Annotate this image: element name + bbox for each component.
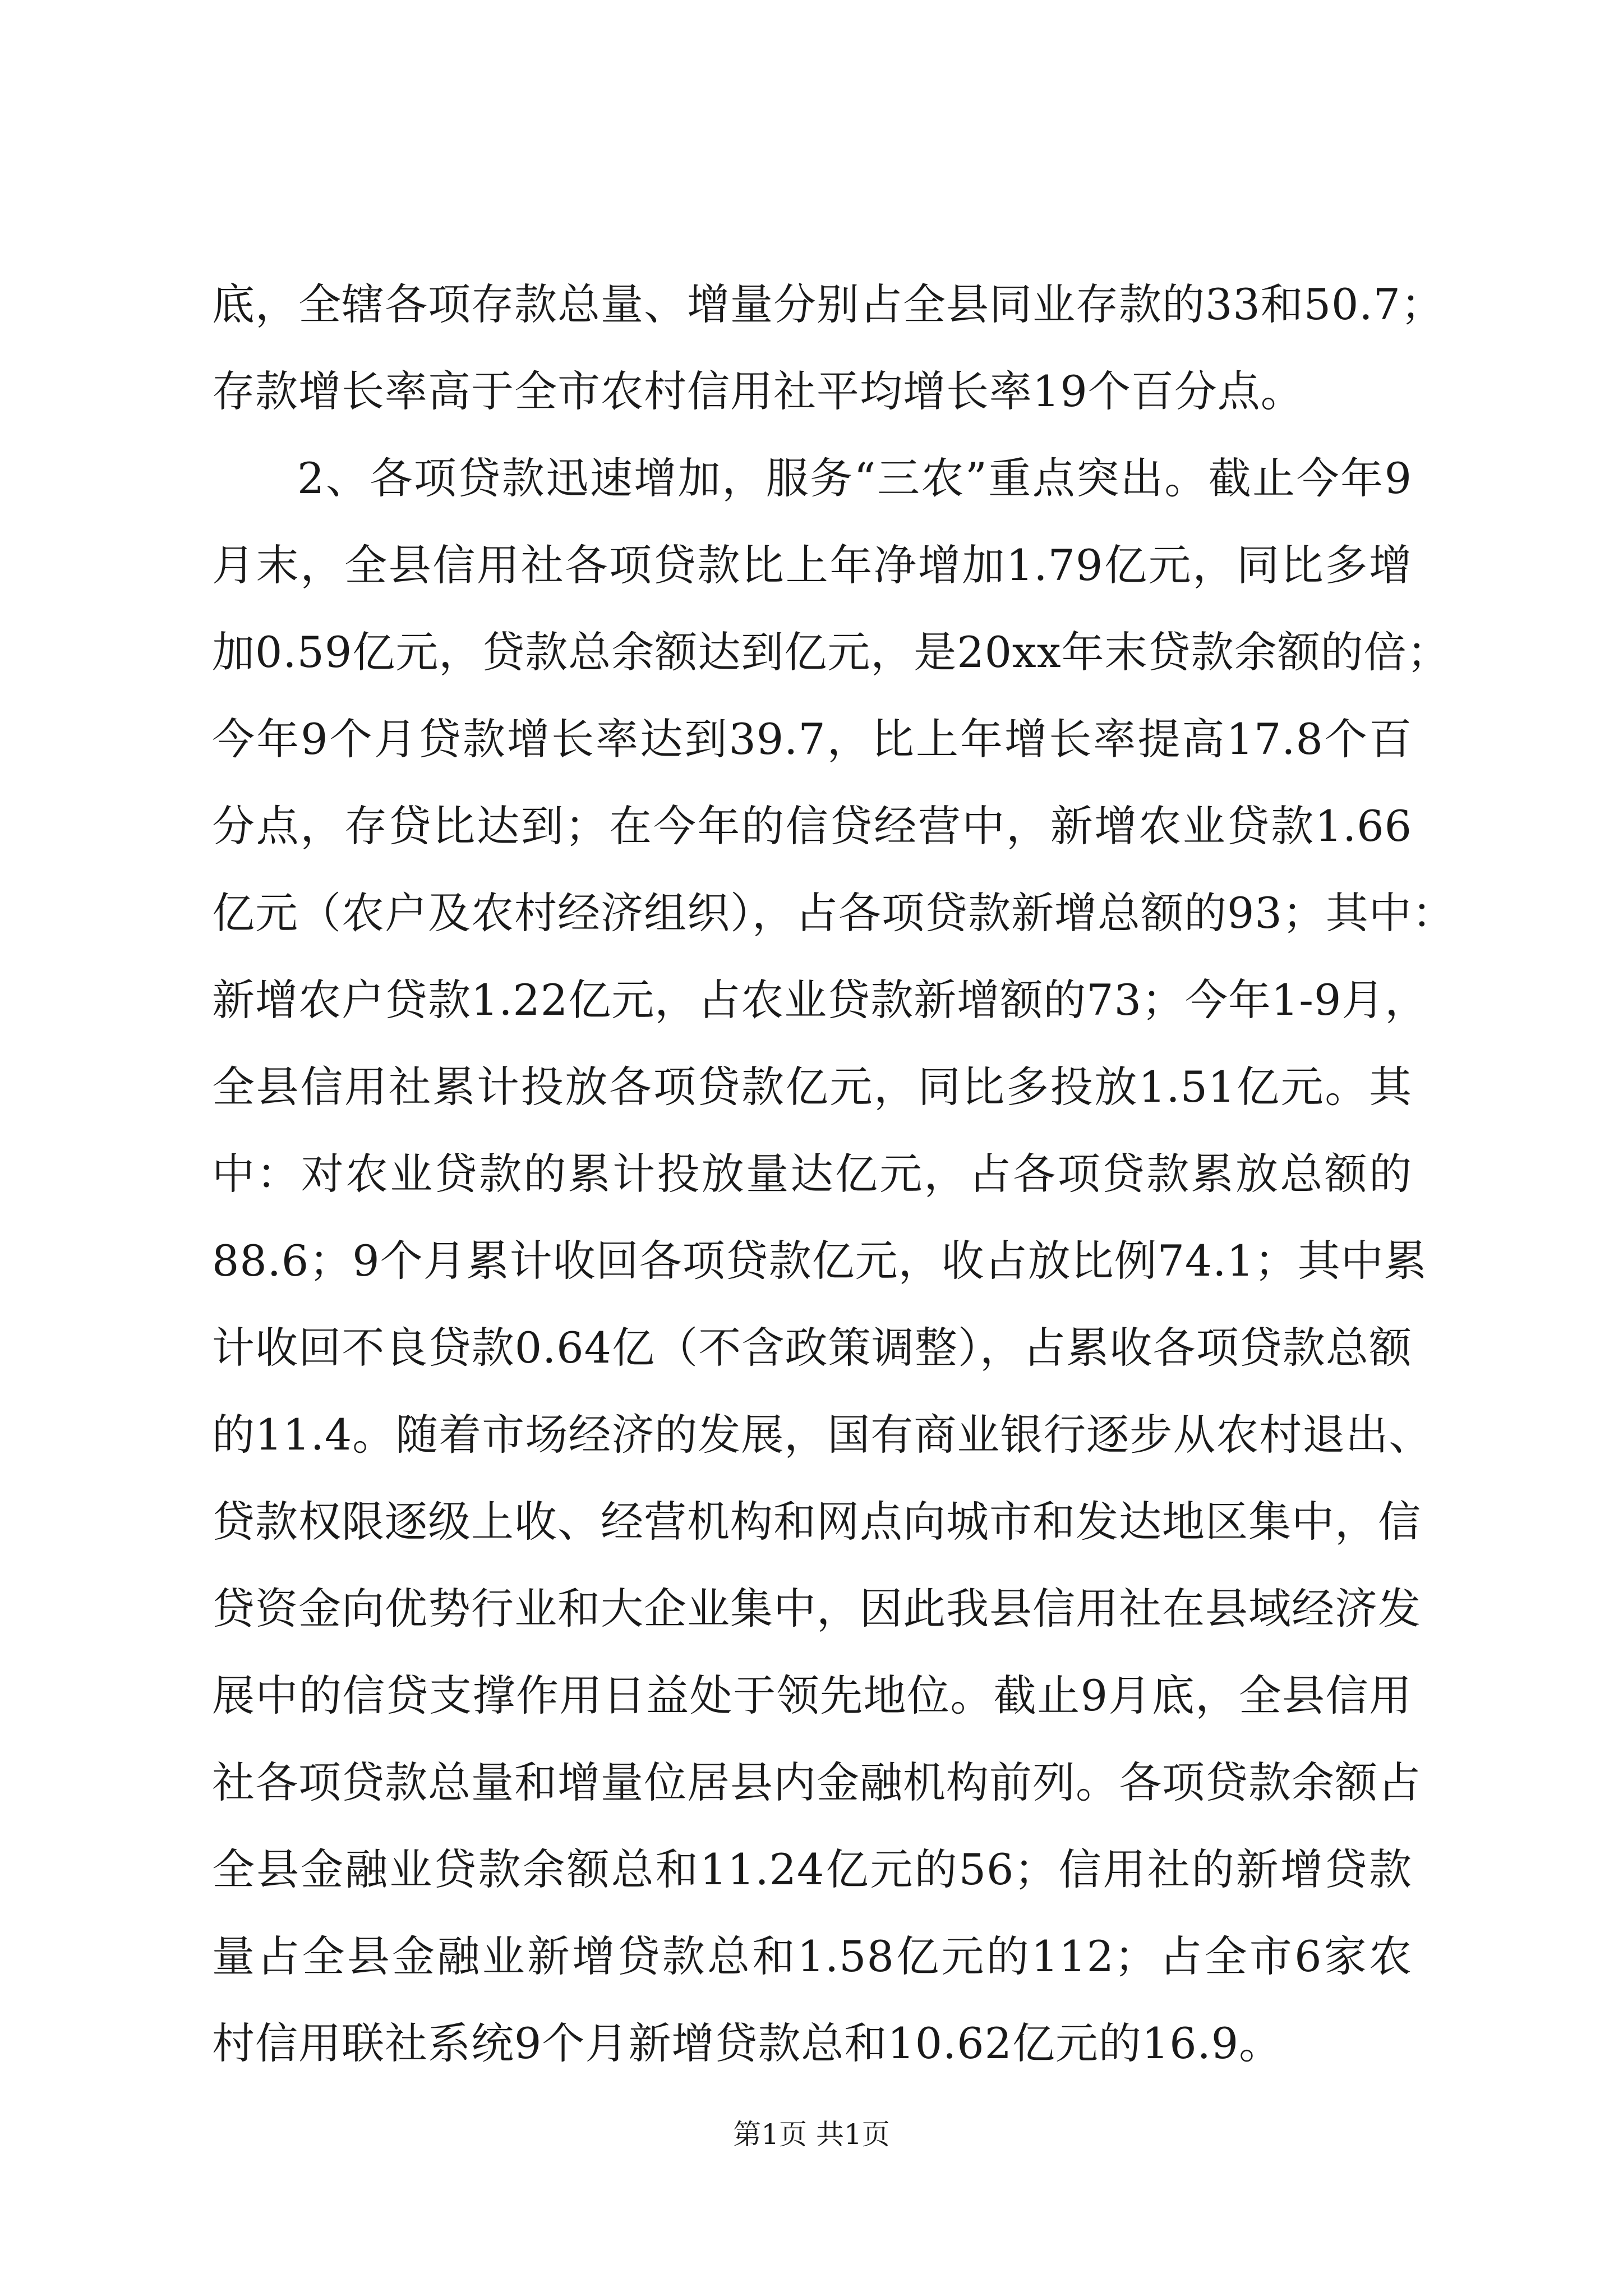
text-line: 新增农户贷款1.22亿元，占农业贷款新增额的73；今年1-9月， [212, 975, 1428, 1025]
text-line: 加0.59亿元，贷款总余额达到亿元，是20xx年末贷款余额的倍； [212, 627, 1450, 677]
text-line: 分点，存贷比达到；在今年的信贷经营中，新增农业贷款1.66 [212, 801, 1412, 851]
text-line: 月末，全县信用社各项贷款比上年净增加1.79亿元，同比多增 [212, 540, 1412, 590]
text-line: 计收回不良贷款0.64亿（不含政策调整），占累收各项贷款总额 [212, 1323, 1412, 1373]
text-line: 贷资金向优势行业和大企业集中，因此我县信用社在县域经济发 [212, 1584, 1421, 1634]
text-line: 存款增长率高于全市农村信用社平均增长率19个百分点。 [212, 366, 1304, 416]
text-line: 村信用联社系统9个月新增贷款总和10.62亿元的16.9。 [212, 2018, 1283, 2068]
text-line: 今年9个月贷款增长率达到39.7，比上年增长率提高17.8个百 [212, 714, 1412, 764]
text-line: 亿元（农户及农村经济组织），占各项贷款新增总额的93；其中： [212, 888, 1455, 938]
text-line: 的11.4。随着市场经济的发展，国有商业银行逐步从农村退出、 [212, 1410, 1432, 1460]
text-line: 88.6；9个月累计收回各项贷款亿元，收占放比例74.1；其中累 [212, 1236, 1427, 1286]
text-line: 贷款权限逐级上收、经营机构和网点向城市和发达地区集中，信 [212, 1497, 1421, 1547]
text-line: 量占全县金融业新增贷款总和1.58亿元的112；占全市6家农 [212, 1931, 1412, 1981]
text-line: 底，全辖各项存款总量、增量分别占全县同业存款的33和50.7； [212, 279, 1444, 329]
text-line: 展中的信贷支撑作用日益处于领先地位。截止9月底，全县信用 [212, 1671, 1412, 1720]
text-line: 全县金融业贷款余额总和11.24亿元的56；信用社的新增贷款 [212, 1844, 1412, 1894]
page-number: 第1页 共1页 [733, 2118, 890, 2151]
page-footer [0, 2115, 1623, 2154]
paragraph-first-line: 2、各项贷款迅速增加，服务“三农”重点突出。截止今年9 [297, 453, 1412, 503]
text-line: 社各项贷款总量和增量位居县内金融机构前列。各项贷款余额占 [212, 1757, 1421, 1807]
text-line: 中：对农业贷款的累计投放量达亿元，占各项贷款累放总额的 [212, 1149, 1412, 1199]
text-line: 全县信用社累计投放各项贷款亿元，同比多投放1.51亿元。其 [212, 1062, 1412, 1112]
document-body [212, 261, 1455, 2087]
